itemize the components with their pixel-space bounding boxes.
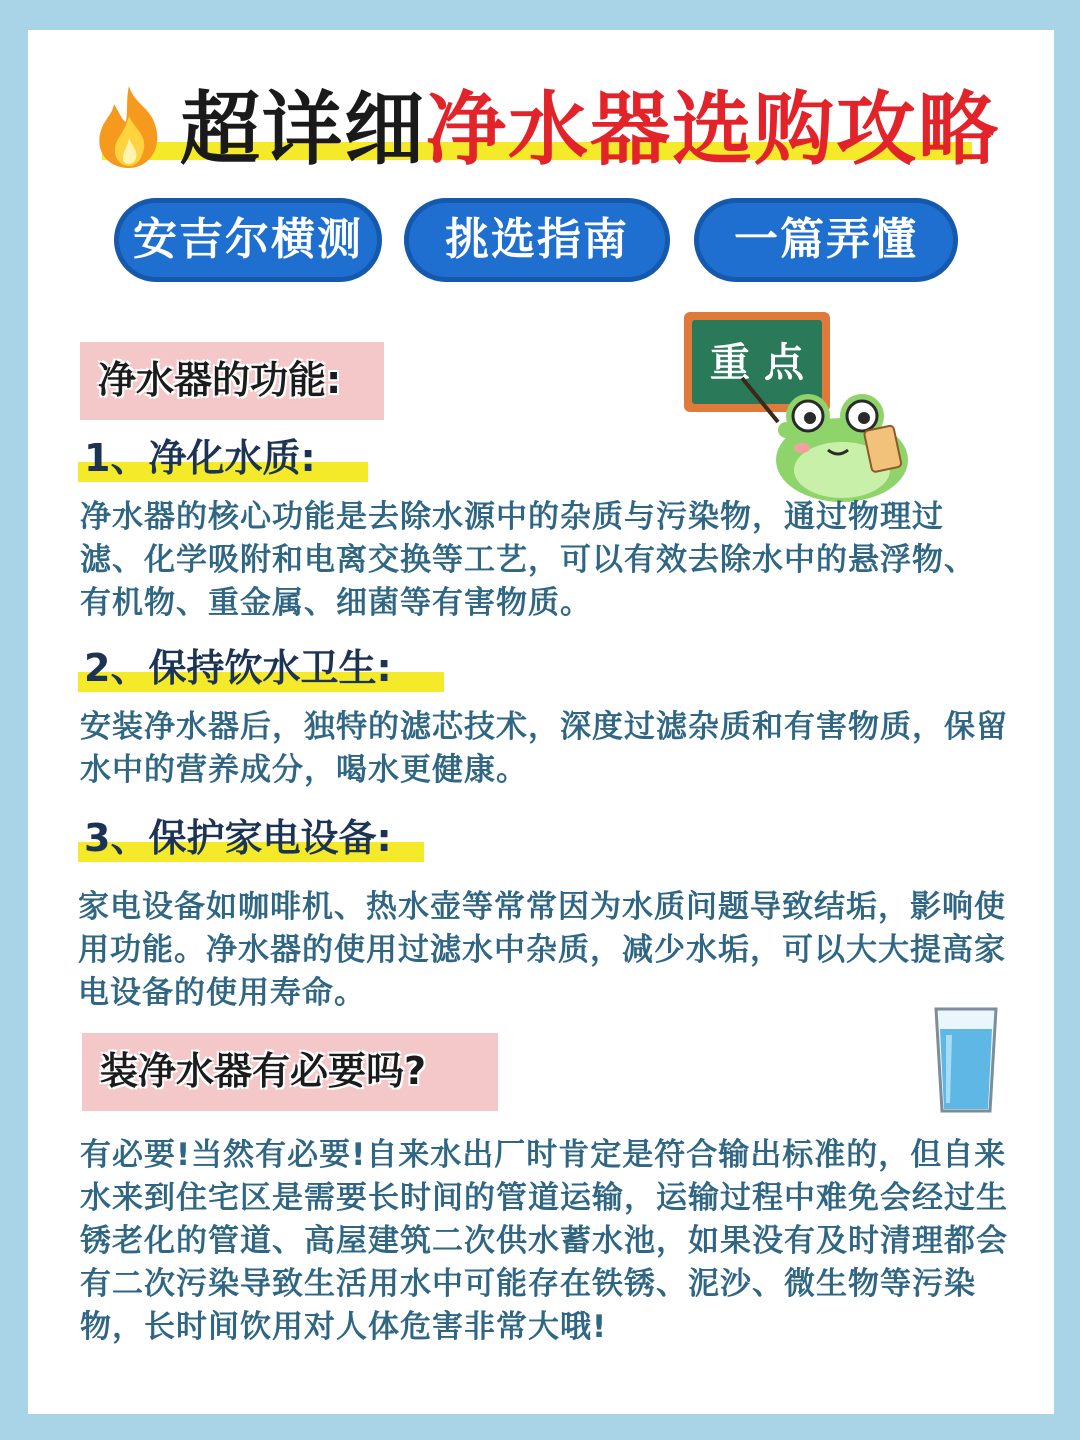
section-heading-functions: 净水器的功能: bbox=[80, 342, 384, 420]
fire-icon bbox=[90, 82, 168, 172]
subheading-hygiene bbox=[84, 642, 392, 694]
board-text: 重 点 bbox=[710, 340, 804, 386]
paragraph-hygiene: 安装净水器后，独特的滤芯技术，深度过滤杂质和有害物质，保留水中的营养成分，喝水更健康。 bbox=[80, 709, 1008, 788]
subheading-text: 3、保护家电设备: bbox=[84, 816, 392, 860]
frog-teacher-illustration bbox=[682, 310, 916, 504]
water-glass-icon bbox=[932, 1005, 1000, 1117]
title-part1: 超详细 bbox=[180, 83, 426, 176]
paragraph-purify: 净水器的核心功能是去除水源中的杂质与污染物，通过物理过滤、化学吸附和电离交换等工艺，可以有效去除水中的悬浮物、有机物、重金属、细菌等有害物质。 bbox=[80, 499, 976, 621]
section-heading-necessity: 装净水器有必要吗? bbox=[82, 1033, 498, 1111]
paragraph-necessity: 有必要!当然有必要!自来水出厂时肯定是符合输出标准的，但自来水来到住宅区是需要长时间的管道运输，运输过程中难免会经过生锈老化的管道、高屋建筑二次供水蓄水池，如果没有及时清理都会有二次污染导致生活用水中可能存在铁锈、泥沙、微生物等污染物，长时间饮用对人体危害非常大哦! bbox=[80, 1137, 1008, 1345]
paragraph-appliances: 家电设备如咖啡机、热水壶等常常因为水质问题导致结垢，影响使用功能。净水器的使用过滤水中杂质，减少水垢，可以大大提高家电设备的使用寿命。 bbox=[78, 889, 1006, 1011]
tag-pill-2: 挑选指南 bbox=[404, 198, 670, 282]
subheading-appliances bbox=[84, 812, 392, 864]
subheading-purify bbox=[84, 432, 316, 484]
subheading-text: 2、保持饮水卫生: bbox=[84, 646, 392, 690]
title-part2: 净水器选购攻略 bbox=[426, 83, 1000, 176]
tag-pill-1: 安吉尔横测 bbox=[114, 198, 382, 282]
subheading-text: 1、净化水质: bbox=[84, 436, 316, 480]
tag-pill-3: 一篇弄懂 bbox=[694, 198, 958, 282]
page-title bbox=[90, 78, 1000, 178]
